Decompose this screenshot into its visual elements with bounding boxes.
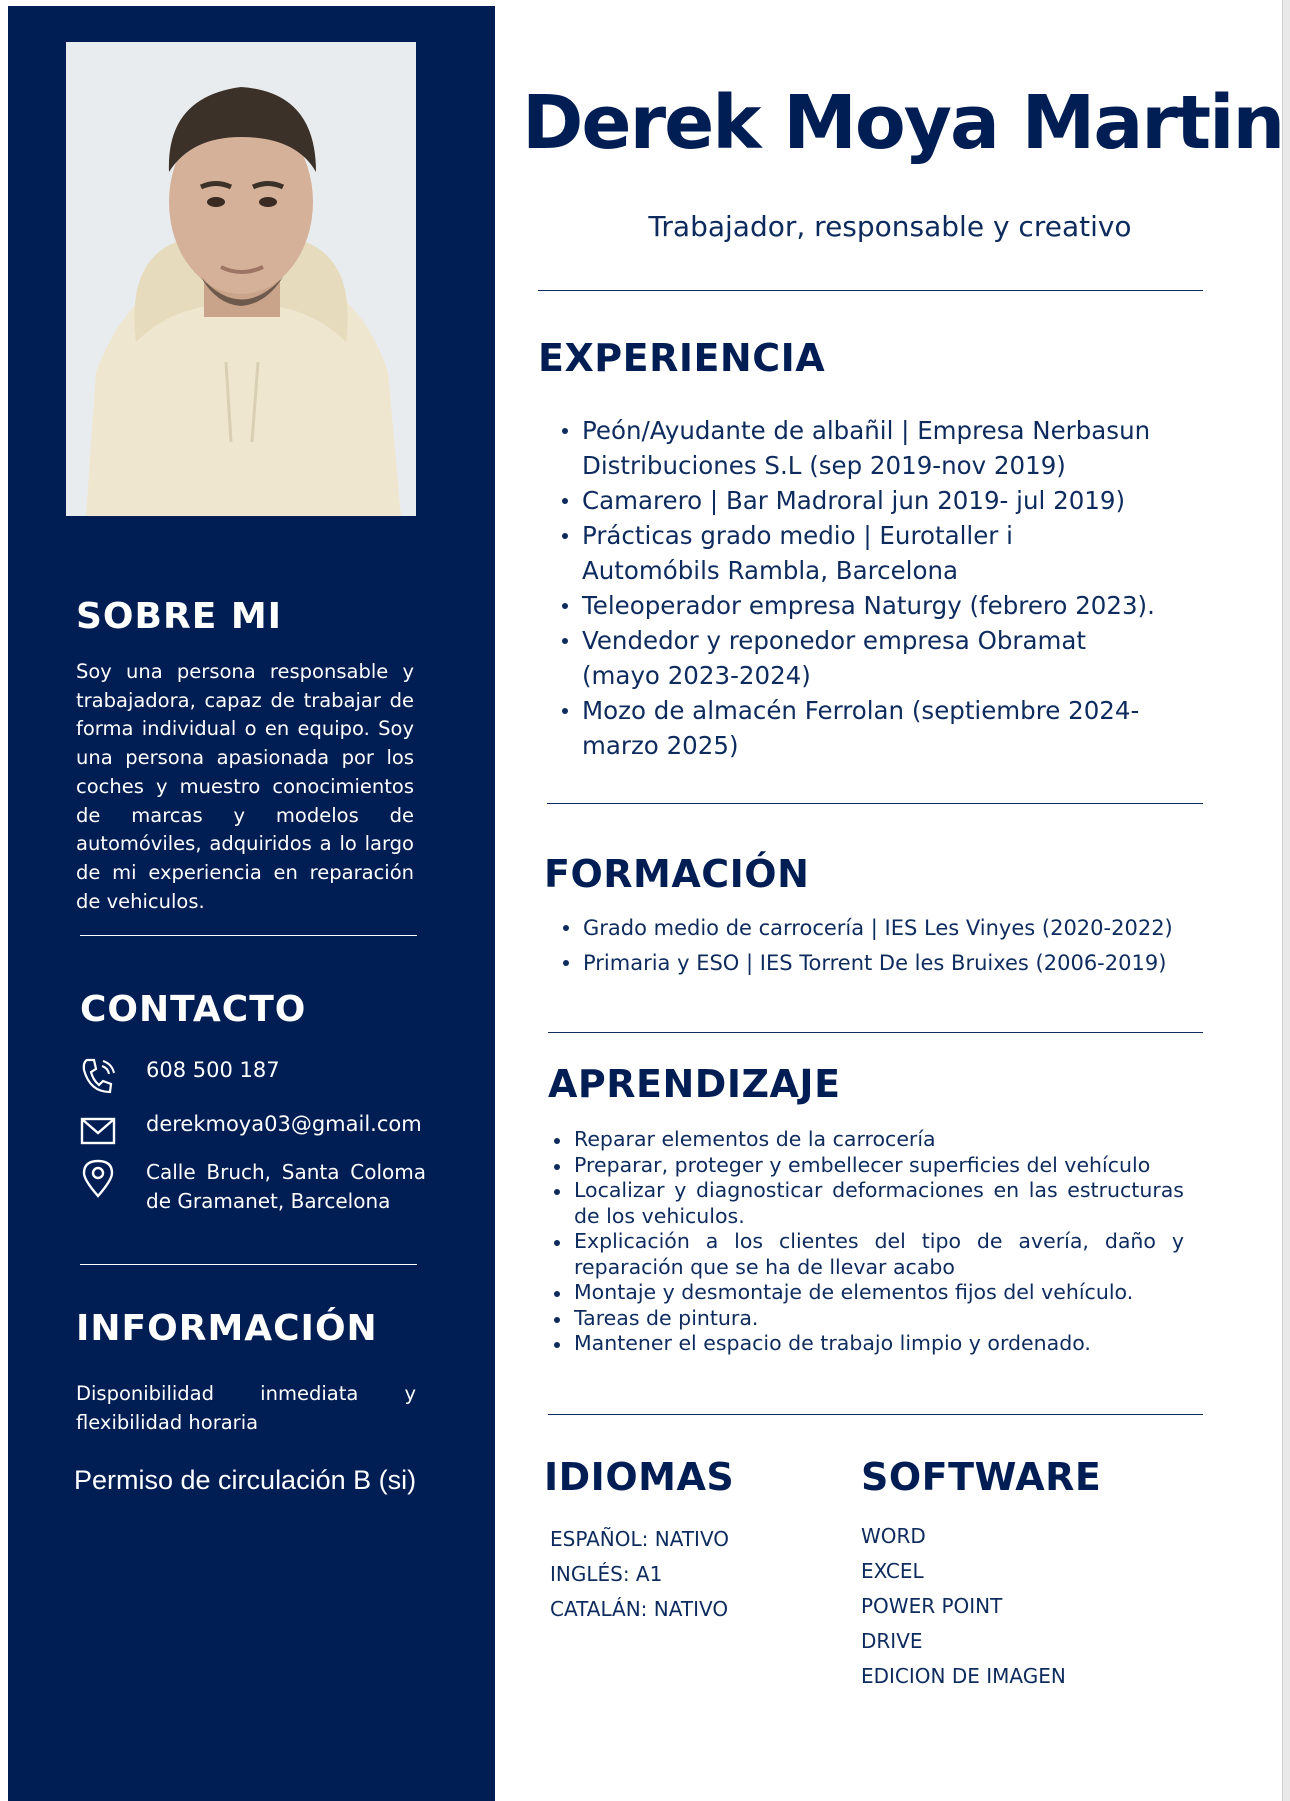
list-item: Mozo de almacén Ferrolan (septiembre 2024-marzo 2025) [556,693,1156,763]
phone-icon [78,1056,118,1096]
mail-icon [78,1110,118,1150]
list-item: Mantener el espacio de trabajo limpio y ordenado. [548,1331,1184,1357]
learning-title: APRENDIZAJE [548,1062,841,1106]
list-item: WORD [861,1524,926,1548]
list-item: ESPAÑOL: NATIVO [550,1527,730,1551]
address-text: Calle Bruch, Santa Coloma de Gramanet, Barcelona [146,1160,426,1213]
list-item: EXCEL [861,1559,924,1583]
about-text: Soy una persona responsable y trabajadora, capaz de trabajar de forma individual o en equipo. Soy una persona apasionada por los coches y muestro conocimientos de marcas y modelos de automóviles, adquiridos a lo largo de mi experiencia en reparación de vehiculos. [76,660,414,913]
license-text: Permiso de circulación B (si) [74,1465,417,1495]
list-item: EDICION DE IMAGEN [861,1664,1066,1688]
person-photo-icon [66,42,416,516]
availability-text: Disponibilidad inmediata y flexibilidad horaria [76,1382,416,1434]
about-divider [80,935,417,936]
learning-list [548,1127,1184,1357]
experience-divider [547,803,1203,804]
list-item: Peón/Ayudante de albañil | Empresa Nerbasun Distribuciones S.L (sep 2019-nov 2019) [556,413,1156,483]
list-item: Preparar, proteger y embellecer superficies del vehículo [548,1153,1184,1179]
email-address[interactable]: derekmoya03@gmail.com [146,1112,422,1136]
about-title: SOBRE MI [76,596,283,637]
contact-email [78,1110,422,1150]
tagline: Trabajador, responsable y creativo [648,210,1132,243]
phone-number[interactable]: 608 500 187 [146,1058,280,1082]
profile-photo [66,42,416,516]
learning-divider [548,1414,1203,1415]
list-item: Grado medio de carrocería | IES Les Vinyes (2020-2022) [557,911,1217,946]
list-item: Tareas de pintura. [548,1306,1184,1332]
languages-list [550,1522,729,1627]
experience-list [556,413,1156,763]
education-divider [548,1032,1203,1033]
contact-phone [78,1056,280,1096]
list-item: INGLÉS: A1 [550,1562,663,1586]
list-item: CATALÁN: NATIVO [550,1597,729,1621]
list-item: POWER POINT [861,1594,1003,1618]
contact-title: CONTACTO [80,989,307,1030]
header-divider [538,290,1203,291]
list-item: Teleoperador empresa Naturgy (febrero 2023). [556,588,1156,623]
candidate-name: Derek Moya Martin [522,80,1284,166]
education-title: FORMACIÓN [544,852,810,896]
experience-title: EXPERIENCIA [538,336,826,380]
sidebar [8,6,495,1801]
list-item: Prácticas grado medio | Eurotaller i Automóbils Rambla, Barcelona [556,518,1156,588]
list-item: Vendedor y reponedor empresa Obramat (mayo 2023-2024) [556,623,1156,693]
list-item: Camarero | Bar Madroral jun 2019- jul 2019) [556,483,1156,518]
contact-address [78,1158,426,1216]
info-title: INFORMACIÓN [76,1308,378,1349]
languages-title: IDIOMAS [544,1455,735,1499]
list-item: Explicación a los clientes del tipo de avería, daño y reparación que se ha de llevar acabo [548,1229,1184,1280]
software-title: SOFTWARE [861,1455,1102,1499]
list-item: Localizar y diagnosticar deformaciones en las estructuras de los vehiculos. [548,1178,1184,1229]
education-list [557,911,1217,981]
list-item: Montaje y desmontaje de elementos fijos del vehículo. [548,1280,1184,1306]
list-item: Primaria y ESO | IES Torrent De les Bruixes (2006-2019) [557,946,1217,981]
software-list [861,1519,1066,1694]
list-item: DRIVE [861,1629,923,1653]
list-item: Reparar elementos de la carrocería [548,1127,1184,1153]
contact-divider [80,1264,417,1265]
location-pin-icon [78,1158,118,1198]
